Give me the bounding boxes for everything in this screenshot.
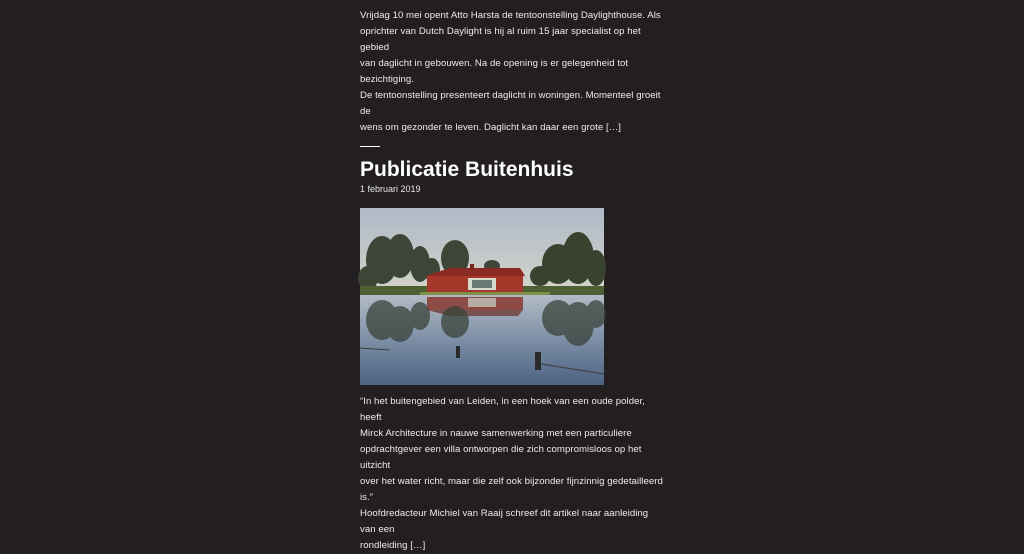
previous-post-excerpt [360, 8, 665, 136]
post-title-link[interactable]: Publicatie Buitenhuis [360, 158, 574, 181]
excerpt-line: wens om gezonder te leven. Daglicht kan daar een grote […] [360, 122, 622, 133]
title-divider [360, 146, 380, 147]
excerpt-line: De tentoonstelling presenteert daglicht in woningen. Momenteel groeit de [360, 90, 661, 117]
excerpt-line: rondleiding […] [360, 540, 426, 551]
excerpt-line: Mirck Architecture in nauwe samenwerking met een particuliere [360, 428, 632, 439]
post-date: 1 februari 2019 [360, 184, 421, 194]
excerpt-line: oprichter van Dutch Daylight is hij al ruim 15 jaar specialist op het gebied [360, 26, 641, 53]
excerpt-line: van daglicht in gebouwen. Na de opening is er gelegenheid tot bezichtiging. [360, 58, 629, 85]
excerpt-line: “In het buitengebied van Leiden, in een hoek van een oude polder, heeft [360, 396, 645, 423]
post-excerpt [360, 394, 665, 554]
excerpt-line: Hoofdredacteur Michiel van Raaij schreef dit artikel naar aanleiding van een [360, 508, 649, 535]
excerpt-line: over het water richt, maar die zelf ook bijzonder fijnzinnig gedetailleerd is.” [360, 476, 663, 503]
villa-photo-illustration [360, 208, 604, 385]
post-featured-image[interactable] [360, 208, 604, 385]
excerpt-line: opdrachtgever een villa ontworpen die zich compromisloos op het uitzicht [360, 444, 642, 471]
excerpt-line: Vrijdag 10 mei opent Atto Harsta de tentoonstelling Daylighthouse. Als [360, 10, 661, 21]
